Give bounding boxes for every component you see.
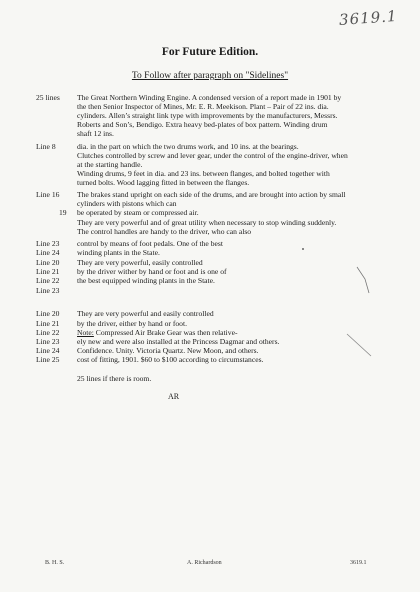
line-label: Line 24: [36, 248, 60, 257]
line-label: Line 21: [36, 319, 60, 328]
pencil-stroke-icon: [345, 330, 375, 360]
body-line: be operated by steam or compressed air.: [77, 208, 199, 217]
author-initials: AR: [168, 392, 180, 401]
line-label: Line 22: [36, 328, 60, 337]
page-title: For Future Edition.: [161, 46, 259, 58]
body-line: Note: Compressed Air Brake Gear was then relative-: [77, 328, 238, 337]
body-line: the then Senior Inspector of Mines, Mr. E. R. Meekison. Plant – Pair of 22 ins. dia.: [77, 102, 329, 111]
note-prefix: Note:: [77, 328, 94, 337]
line-label: Line 25: [36, 355, 60, 364]
body-line: cost of fitting, 1901. $60 to $100 according to circumstances.: [77, 355, 264, 364]
pencil-mark-icon: [355, 265, 375, 295]
body-line: by the driver, either by hand or foot.: [77, 319, 187, 328]
body-line: They are very powerful and easily controlled: [77, 309, 214, 318]
line-label: Line 21: [36, 267, 60, 276]
body-line: cylinders. Allen’s straight link type with improvements by the manufacturers, Messrs.: [77, 111, 338, 120]
line-label: Line 23: [36, 286, 60, 295]
line-label: Line 20: [36, 258, 60, 267]
body-line: 25 lines if there is room.: [77, 374, 152, 383]
body-line: by the driver wither by hand or foot and is one of: [77, 267, 227, 276]
line-label: 25 lines: [36, 93, 60, 102]
footer-center: A. Richardson: [187, 560, 222, 566]
line-label: Line 20: [36, 309, 60, 318]
body-line: cylinders with pistons which can: [77, 199, 177, 208]
footer-left: B. H. S.: [45, 560, 65, 566]
body-line: They are very powerful and of great utility when necessary to stop winding suddenly.: [77, 218, 337, 227]
body-line: control by means of foot pedals. One of the best: [77, 239, 223, 248]
line-label: Line 8: [36, 142, 56, 151]
line-label: Line 16: [36, 190, 60, 199]
body-line: Winding drums, 9 feet in dia. and 23 ins. between flanges, and bolted together with: [77, 169, 330, 178]
handwritten-number: 3619.1: [338, 6, 399, 30]
body-line: winding plants in the State.: [77, 248, 160, 257]
body-line: turned bolts. Wood lagging fitted in between the flanges.: [77, 178, 250, 187]
body-line: The control handles are handy to the driver, who can also: [77, 227, 252, 236]
body-line: Roberts and Son’s, Bendigo. Extra heavy bed-plates of box pattern. Winding drum: [77, 120, 328, 129]
page-subtitle: To Follow after paragraph on "Sidelines": [131, 71, 289, 81]
line-label: Line 23: [36, 239, 60, 248]
body-line: Confidence. Unity. Victoria Quartz. New Moon, and others.: [77, 346, 259, 355]
body-line: shaft 12 ins.: [77, 129, 114, 138]
body-line: at the starting handle.: [77, 160, 143, 169]
body-line: The brakes stand upright on each side of the drums, and are brought into action by small: [77, 190, 346, 199]
line-label: Line 24: [36, 346, 60, 355]
footer-right: 3619.1: [350, 560, 367, 566]
body-line: ely new and were also installed at the Princess Dagmar and others.: [77, 337, 280, 346]
body-line: dia. in the part on which the two drums work, and 10 ins. at the bearings.: [77, 142, 299, 151]
body-line: Clutches controlled by screw and lever gear, under the control of the engine-driver, when: [77, 151, 348, 160]
line-label: Line 23: [36, 337, 60, 346]
line-label: Line 22: [36, 276, 60, 285]
line-label: 19: [59, 208, 67, 217]
body-line: the best equipped winding plants in the State.: [77, 276, 215, 285]
body-line: The Great Northern Winding Engine. A condensed version of a report made in 1901 by: [77, 93, 342, 102]
pencil-dot-icon: [300, 246, 306, 252]
body-line: They are very powerful, easily controlled: [77, 258, 203, 267]
